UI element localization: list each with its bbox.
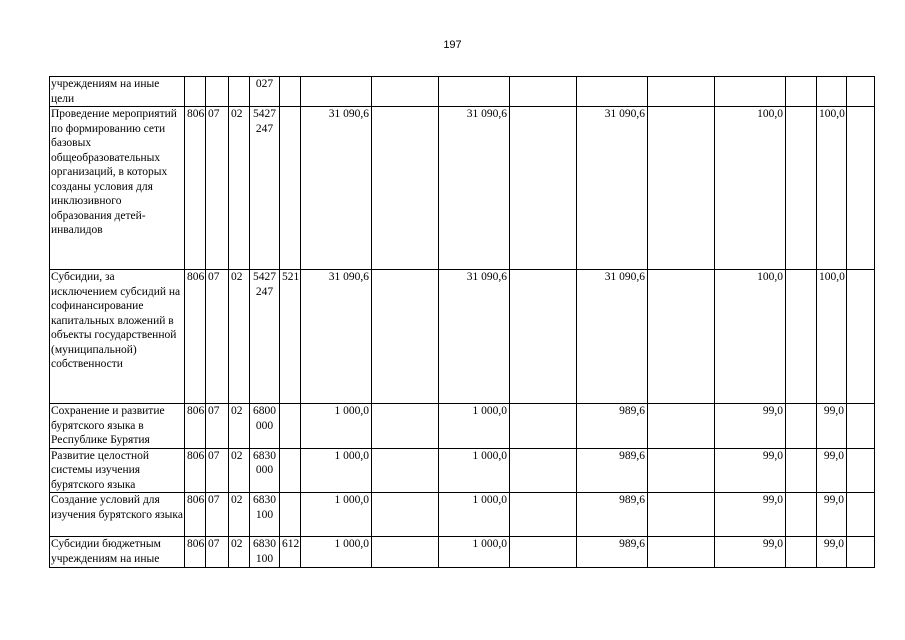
budget-table <box>49 76 875 568</box>
revised-plan: 1 000,0 <box>439 448 510 493</box>
empty-cell <box>847 448 875 493</box>
section-code: 07 <box>206 537 229 568</box>
empty-cell <box>372 493 439 537</box>
item-name: Сохранение и развитие бурятского языка в Республике Бурятия <box>50 404 185 449</box>
actual-execution: 989,6 <box>577 537 648 568</box>
empty-cell <box>786 537 817 568</box>
table-row <box>50 107 875 270</box>
revised-plan: 1 000,0 <box>439 404 510 449</box>
execution-percent-2: 99,0 <box>817 448 847 493</box>
empty-cell <box>510 107 577 270</box>
execution-percent-2: 100,0 <box>817 107 847 270</box>
revised-plan: 1 000,0 <box>439 493 510 537</box>
target-article-part-2: 100 <box>255 552 274 565</box>
expense-type-code <box>280 77 301 107</box>
expense-type-code <box>280 493 301 537</box>
subsection-code: 02 <box>229 537 250 568</box>
grbs-code: 806 <box>185 493 206 537</box>
empty-cell <box>372 448 439 493</box>
target-article-part-2: 000 <box>255 464 274 476</box>
grbs-code: 806 <box>185 448 206 493</box>
grbs-code: 806 <box>185 404 206 449</box>
target-article-part-1: 6800 <box>253 405 276 417</box>
subsection-code <box>229 77 250 107</box>
execution-percent: 100,0 <box>715 270 786 404</box>
empty-cell <box>648 77 715 107</box>
actual-execution: 31 090,6 <box>577 270 648 404</box>
empty-cell <box>510 77 577 107</box>
empty-cell <box>648 448 715 493</box>
actual-execution <box>577 77 648 107</box>
empty-cell <box>510 404 577 449</box>
approved-plan: 31 090,6 <box>301 107 372 270</box>
section-code: 07 <box>206 448 229 493</box>
execution-percent: 99,0 <box>715 493 786 537</box>
execution-percent-2 <box>817 77 847 107</box>
item-name: Проведение мероприятий по формированию сети базовых общеобразовательных организаций, в которых созданы условия для инклюзивного образования детей-инвалидов <box>50 107 185 270</box>
table-row <box>50 448 875 493</box>
actual-execution: 989,6 <box>577 404 648 449</box>
execution-percent-2: 99,0 <box>817 404 847 449</box>
table-row <box>50 270 875 404</box>
target-article-code <box>250 270 280 404</box>
section-code: 07 <box>206 270 229 404</box>
empty-cell <box>510 270 577 404</box>
expense-type-code <box>280 448 301 493</box>
empty-cell <box>648 404 715 449</box>
target-article-part-2: 247 <box>255 122 274 135</box>
item-name: Субсидии, за исключением субсидий на софинансирование капитальных вложений в объекты государственной (муниципальной) собственности <box>50 270 185 404</box>
target-article-code <box>250 537 280 568</box>
empty-cell <box>847 270 875 404</box>
subsection-code: 02 <box>229 493 250 537</box>
table-row <box>50 493 875 537</box>
empty-cell <box>786 404 817 449</box>
item-name: Создание условий для изучения бурятского языка <box>50 493 185 537</box>
target-article-part-1: 5427 <box>253 108 276 120</box>
empty-cell <box>847 77 875 107</box>
empty-cell <box>786 77 817 107</box>
empty-cell <box>648 493 715 537</box>
empty-cell <box>786 107 817 270</box>
target-article-part-1: 027 <box>255 78 274 90</box>
target-article-code <box>250 77 280 107</box>
section-code: 07 <box>206 404 229 449</box>
empty-cell <box>847 107 875 270</box>
revised-plan: 31 090,6 <box>439 107 510 270</box>
subsection-code: 02 <box>229 270 250 404</box>
subsection-code: 02 <box>229 107 250 270</box>
grbs-code: 806 <box>185 537 206 568</box>
target-article-code <box>250 448 280 493</box>
actual-execution: 31 090,6 <box>577 107 648 270</box>
execution-percent-2: 99,0 <box>817 537 847 568</box>
section-code: 07 <box>206 107 229 270</box>
item-name: учреждениям на иные цели <box>50 77 185 107</box>
empty-cell <box>372 404 439 449</box>
revised-plan <box>439 77 510 107</box>
revised-plan: 1 000,0 <box>439 537 510 568</box>
empty-cell <box>372 107 439 270</box>
grbs-code: 806 <box>185 270 206 404</box>
table-row <box>50 404 875 449</box>
empty-cell <box>372 270 439 404</box>
item-name: Развитие целостной системы изучения бурятского языка <box>50 448 185 493</box>
table-row <box>50 537 875 568</box>
empty-cell <box>510 448 577 493</box>
target-article-code <box>250 107 280 270</box>
target-article-part-1: 6830 <box>253 494 276 506</box>
expense-type-code <box>280 404 301 449</box>
empty-cell <box>510 493 577 537</box>
execution-percent: 100,0 <box>715 107 786 270</box>
approved-plan: 1 000,0 <box>301 537 372 568</box>
page-number: 197 <box>443 39 462 51</box>
subsection-code: 02 <box>229 404 250 449</box>
expense-type-code <box>280 107 301 270</box>
empty-cell <box>786 493 817 537</box>
empty-cell <box>372 77 439 107</box>
grbs-code: 806 <box>185 107 206 270</box>
empty-cell <box>648 537 715 568</box>
table-row <box>50 77 875 107</box>
empty-cell <box>847 493 875 537</box>
grbs-code <box>185 77 206 107</box>
execution-percent: 99,0 <box>715 404 786 449</box>
actual-execution: 989,6 <box>577 448 648 493</box>
approved-plan: 31 090,6 <box>301 270 372 404</box>
item-name: Субсидии бюджетным учреждениям на иные <box>50 537 185 568</box>
expense-type-code: 521 <box>280 270 301 404</box>
empty-cell <box>510 537 577 568</box>
empty-cell <box>847 537 875 568</box>
target-article-part-1: 5427 <box>253 271 276 283</box>
empty-cell <box>786 448 817 493</box>
empty-cell <box>648 107 715 270</box>
empty-cell <box>786 270 817 404</box>
revised-plan: 31 090,6 <box>439 270 510 404</box>
approved-plan: 1 000,0 <box>301 448 372 493</box>
empty-cell <box>847 404 875 449</box>
execution-percent-2: 100,0 <box>817 270 847 404</box>
target-article-part-1: 6830 <box>253 449 276 462</box>
target-article-part-2: 000 <box>255 419 274 432</box>
actual-execution: 989,6 <box>577 493 648 537</box>
section-code <box>206 77 229 107</box>
empty-cell <box>648 270 715 404</box>
section-code: 07 <box>206 493 229 537</box>
target-article-part-2: 100 <box>255 508 274 521</box>
empty-cell <box>372 537 439 568</box>
execution-percent-2: 99,0 <box>817 493 847 537</box>
approved-plan <box>301 77 372 107</box>
subsection-code: 02 <box>229 448 250 493</box>
expense-type-code: 612 <box>280 537 301 568</box>
execution-percent: 99,0 <box>715 537 786 568</box>
execution-percent: 99,0 <box>715 448 786 493</box>
target-article-part-1: 6830 <box>253 538 276 550</box>
execution-percent <box>715 77 786 107</box>
approved-plan: 1 000,0 <box>301 404 372 449</box>
target-article-code <box>250 404 280 449</box>
target-article-code <box>250 493 280 537</box>
approved-plan: 1 000,0 <box>301 493 372 537</box>
target-article-part-2: 247 <box>255 285 274 298</box>
